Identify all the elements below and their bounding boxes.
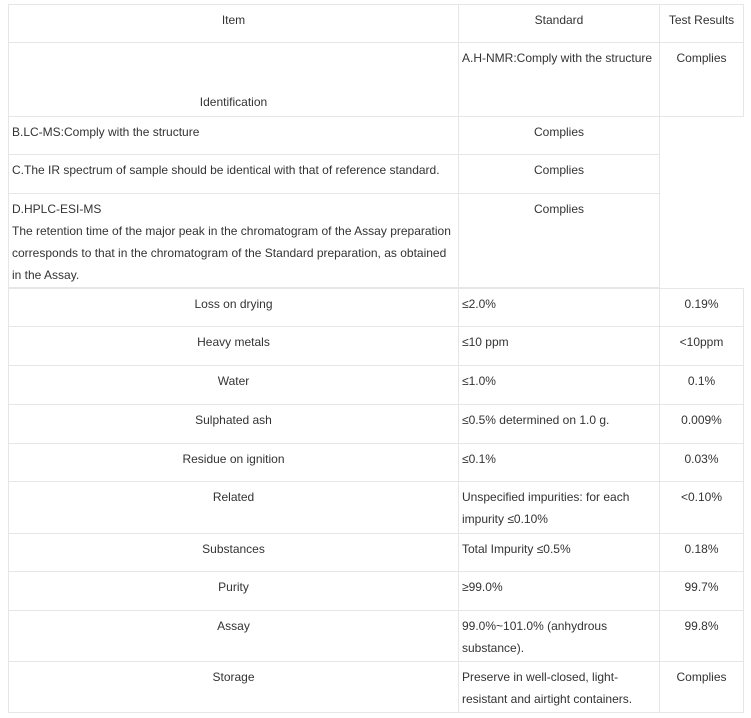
row-item: Water bbox=[8, 365, 459, 405]
identification-d-result: Complies bbox=[458, 193, 660, 288]
row-item: Heavy metals bbox=[8, 326, 459, 366]
row-item: Substances bbox=[8, 533, 459, 572]
identification-label: Identification bbox=[8, 42, 459, 117]
row-item: Assay bbox=[8, 610, 459, 662]
row-result: <10ppm bbox=[659, 326, 744, 366]
row-item: Residue on ignition bbox=[8, 443, 459, 482]
identification-b-standard: B.LC-MS:Comply with the structure bbox=[8, 116, 459, 155]
identification-d-standard bbox=[8, 193, 459, 288]
identification-c-result: Complies bbox=[458, 154, 660, 194]
row-standard: ≤1.0% bbox=[458, 365, 660, 405]
identification-a-result: Complies bbox=[659, 42, 744, 117]
row-result: 99.7% bbox=[659, 571, 744, 611]
row-standard: ≤0.1% bbox=[458, 443, 660, 482]
row-standard: Total Impurity ≤0.5% bbox=[458, 533, 660, 572]
row-item: Storage bbox=[8, 661, 459, 713]
header-standard: Standard bbox=[458, 4, 660, 43]
row-result: Complies bbox=[659, 661, 744, 713]
row-standard: Preserve in well-closed, light-resistant and airtight containers. bbox=[458, 661, 660, 713]
row-item: Loss on drying bbox=[8, 288, 459, 327]
row-result: 0.19% bbox=[659, 288, 744, 327]
row-result: 99.8% bbox=[659, 610, 744, 662]
identification-b-result: Complies bbox=[458, 116, 660, 155]
row-standard: ≤10 ppm bbox=[458, 326, 660, 366]
row-result: 0.009% bbox=[659, 404, 744, 444]
row-item: Purity bbox=[8, 571, 459, 611]
row-item: Sulphated ash bbox=[8, 404, 459, 444]
identification-d-text: The retention time of the major peak in the chromatogram of the Assay preparation corresponds to that in the chromatogram of the Standard preparation, as obtained in the Assay. bbox=[12, 224, 451, 282]
row-result: 0.18% bbox=[659, 533, 744, 572]
identification-c-standard: C.The IR spectrum of sample should be identical with that of reference standard. bbox=[8, 154, 459, 194]
row-standard: ≥99.0% bbox=[458, 571, 660, 611]
row-item: Related bbox=[8, 481, 459, 534]
row-standard: Unspecified impurities: for each impurity ≤0.10% bbox=[458, 481, 660, 534]
row-standard: ≤2.0% bbox=[458, 288, 660, 327]
row-result: <0.10% bbox=[659, 481, 744, 534]
identification-d-title: D.HPLC-ESI-MS bbox=[12, 202, 102, 216]
row-result: 0.03% bbox=[659, 443, 744, 482]
header-item: Item bbox=[8, 4, 459, 43]
header-test-results: Test Results bbox=[659, 4, 744, 43]
identification-a-standard: A.H-NMR:Comply with the structure bbox=[458, 42, 660, 117]
row-standard: 99.0%~101.0% (anhydrous substance). bbox=[458, 610, 660, 662]
row-standard: ≤0.5% determined on 1.0 g. bbox=[458, 404, 660, 444]
row-result: 0.1% bbox=[659, 365, 744, 405]
